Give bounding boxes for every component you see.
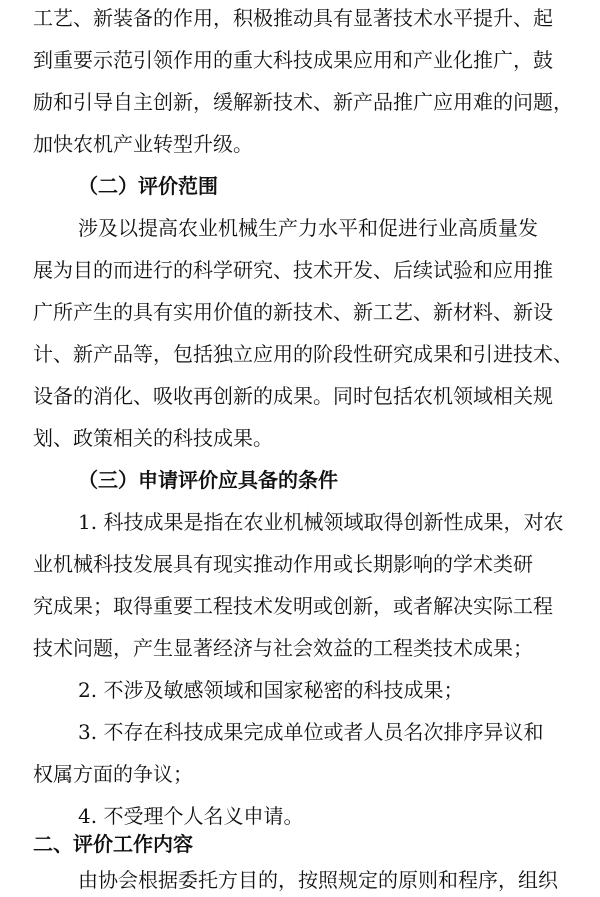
content-line-1: 由协会根据委托方目的，按照规定的原则和程序，组织 [78, 868, 558, 892]
condition-item-3-line-2: 权属方面的争议； [33, 762, 193, 786]
condition-item-1-line-1: 1. 科技成果是指在农业机械领域取得创新性成果，对农 [78, 510, 564, 534]
condition-item-3-line-1: 3. 不存在科技成果完成单位或者人员名次排序异议和 [78, 720, 544, 744]
condition-item-4: 4. 不受理个人名义申请。 [78, 804, 304, 828]
scope-line-3: 广所产生的具有实用价值的新技术、新工艺、新材料、新设 [33, 300, 553, 324]
intro-line-3: 励和引导自主创新，缓解新技术、新产品推广应用难的问题， [33, 90, 573, 114]
scope-line-6: 划、政策相关的科技成果。 [33, 426, 273, 450]
condition-item-2: 2. 不涉及敏感领域和国家秘密的科技成果； [78, 678, 464, 702]
section-content-heading: 二、评价工作内容 [33, 832, 193, 856]
condition-item-1-line-3: 究成果；取得重要工程技术发明或创新，或者解决实际工程 [33, 594, 553, 618]
section-conditions-heading: （三）申请评价应具备的条件 [78, 468, 338, 492]
condition-item-1-line-4: 技术问题，产生显著经济与社会效益的工程类技术成果； [33, 636, 533, 660]
scope-line-4: 计、新产品等，包括独立应用的阶段性研究成果和引进技术、 [33, 342, 573, 366]
intro-line-1: 工艺、新装备的作用，积极推动具有显著技术水平提升、起 [33, 6, 553, 30]
scope-line-1: 涉及以提高农业机械生产力水平和促进行业高质量发 [78, 216, 538, 240]
section-scope-heading: （二）评价范围 [78, 174, 218, 198]
condition-item-1-line-2: 业机械科技发展具有现实推动作用或长期影响的学术类研 [33, 552, 533, 576]
intro-line-2: 到重要示范引领作用的重大科技成果应用和产业化推广，鼓 [33, 48, 553, 72]
scope-line-2: 展为目的而进行的科学研究、技术开发、后续试验和应用推 [33, 258, 553, 282]
intro-line-4: 加快农机产业转型升级。 [33, 132, 253, 156]
scope-line-5: 设备的消化、吸收再创新的成果。同时包括农机领域相关规 [33, 384, 553, 408]
